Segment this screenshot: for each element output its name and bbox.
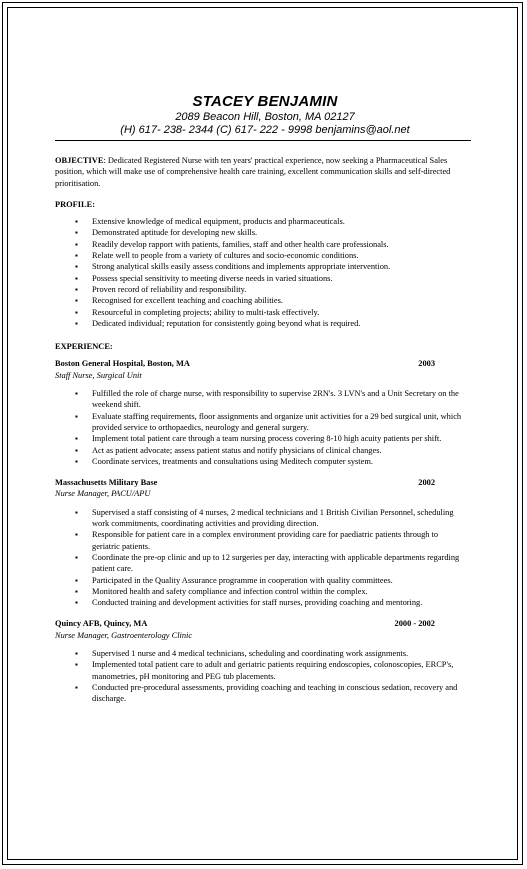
list-item: ▪ Coordinate services, treatments and consultations using Meditech computer system.	[92, 456, 465, 467]
job-entry	[55, 358, 465, 467]
list-item: ▪ Supervised a staff consisting of 4 nurses, 2 medical technicians and 1 British Civilian Personnel, scheduling work commitments, coordinating activities and providing direction.	[92, 507, 465, 530]
experience-heading: EXPERIENCE:	[55, 342, 113, 352]
address: 2089 Beacon Hill, Boston, MA 02127	[175, 111, 355, 123]
employer: Quincy AFB, Quincy, MA	[55, 619, 148, 629]
objective-text: : Dedicated Registered Nurse with ten years' practical experience, now seeking a Pharmaceutical Sales position, which will make use of comprehensive health care training, excellent communication skills and self-directed prioritisation.	[55, 156, 451, 188]
job-year: 2003	[418, 359, 435, 369]
list-item: ▪ Implement total patient care through a team nursing process covering 8-10 high acuity patients per shift.	[92, 433, 465, 444]
list-item: ▪ Conducted training and development activities for staff nurses, providing coaching and mentoring.	[92, 597, 465, 608]
list-item: ▪ Responsible for patient care in a complex environment providing care for paediatric patients through to geriatric patients.	[92, 529, 465, 552]
list-item: ▪ Extensive knowledge of medical equipment, products and pharmaceuticals.	[92, 216, 465, 227]
list-item: ▪ Possess special sensitivity to meeting diverse needs in varied situations.	[92, 273, 465, 284]
objective-section	[55, 155, 465, 189]
list-item: ▪ Fulfilled the role of charge nurse, with responsibility to supervise 2RN's. 3 LVN's and a Unit Secretary on the weekend shift.	[92, 388, 465, 411]
job-duties	[55, 388, 465, 467]
job-title: Nurse Manager, PACU/APU	[55, 489, 151, 499]
list-item: ▪ Strong analytical skills easily assess conditions and implements appropriate intervention.	[92, 261, 465, 272]
job-header	[55, 477, 465, 488]
list-item: ▪ Act as patient advocate; assess patient status and notify physicians of clinical changes.	[92, 445, 465, 456]
list-item: ▪ Monitored health and safety compliance and infection control within the complex.	[92, 586, 465, 597]
job-year: 2002	[418, 478, 435, 488]
job-duties	[55, 507, 465, 609]
list-item: ▪ Evaluate staffing requirements, floor assignments and organize unit activities for a 29 bed surgical unit, which provided service to orthopaedics, neurology and general surgery.	[92, 411, 465, 434]
list-item: ▪ Proven record of reliability and responsibility.	[92, 284, 465, 295]
list-item: ▪ Relate well to people from a variety of cultures and socio-economic conditions.	[92, 250, 465, 261]
contact-header	[55, 92, 475, 137]
list-item: ▪ Readily develop rapport with patients, families, staff and other health care professionals.	[92, 239, 465, 250]
employer: Boston General Hospital, Boston, MA	[55, 359, 190, 369]
job-entry	[55, 477, 465, 608]
job-title: Staff Nurse, Surgical Unit	[55, 370, 142, 380]
profile-list	[55, 216, 465, 329]
list-item: ▪ Supervised 1 nurse and 4 medical technicians, scheduling and coordinating work assignments.	[92, 648, 465, 659]
list-item: ▪ Conducted pre-procedural assessments, providing coaching and teaching in conscious sedation, recovery and discharge.	[92, 682, 465, 705]
list-item: ▪ Demonstrated aptitude for developing new skills.	[92, 227, 465, 238]
job-duties	[55, 648, 465, 704]
list-item: ▪ Coordinate the pre-op clinic and up to 12 surgeries per day, interacting with applicable departments regarding patient care.	[92, 552, 465, 575]
employer: Massachusetts Military Base	[55, 478, 158, 488]
phone-email-line: (H) 617- 238- 2344 (C) 617- 222 - 9998 benjamins@aol.net	[120, 124, 410, 136]
header-divider	[55, 140, 471, 141]
objective-label: OBJECTIVE	[55, 156, 104, 165]
resume-body	[55, 155, 465, 714]
job-entry	[55, 618, 465, 704]
job-header	[55, 358, 465, 369]
job-header	[55, 618, 465, 629]
job-title: Nurse Manager, Gastroenterology Clinic	[55, 630, 193, 640]
list-item: ▪ Dedicated individual; reputation for consistently going beyond what is required.	[92, 318, 465, 329]
job-year: 2000 - 2002	[394, 619, 435, 629]
candidate-name: STACEY BENJAMIN	[192, 93, 338, 110]
list-item: ▪ Participated in the Quality Assurance programme in cooperation with quality committees.	[92, 575, 465, 586]
list-item: ▪ Implemented total patient care to adult and geriatric patients requiring endoscopies, colonoscopies, ERCP's, manometries, pH monitoring and PEG tub placements.	[92, 659, 465, 682]
profile-heading: PROFILE:	[55, 199, 96, 209]
list-item: ▪ Recognised for excellent teaching and coaching abilities.	[92, 295, 465, 306]
list-item: ▪ Resourceful in completing projects; ability to multi-task effectively.	[92, 307, 465, 318]
